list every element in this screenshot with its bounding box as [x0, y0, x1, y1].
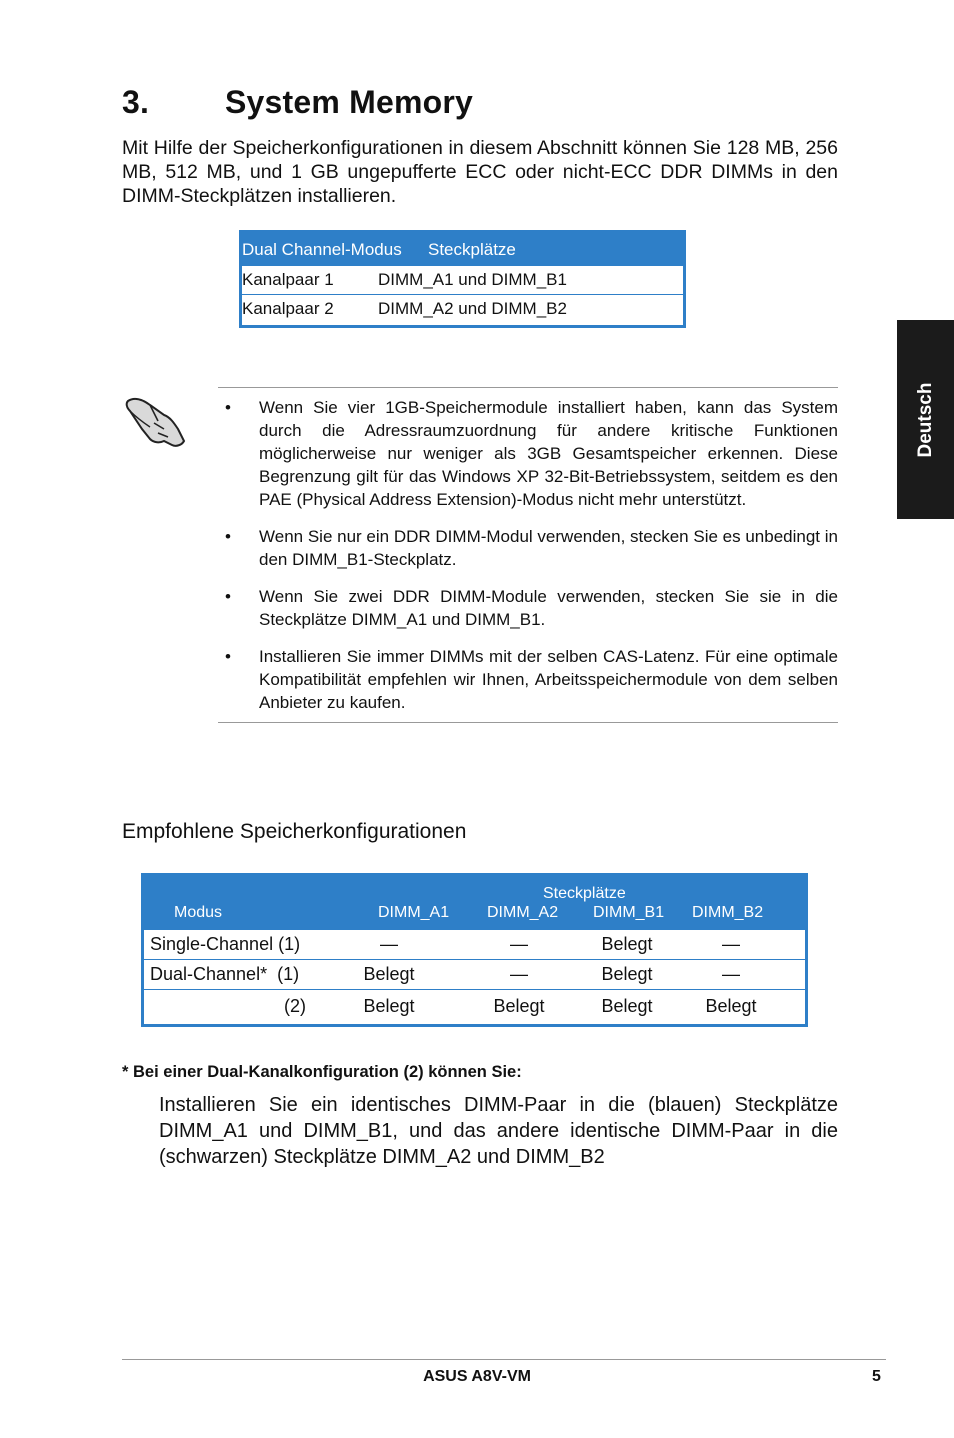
list-item	[222, 645, 838, 714]
recommended-table-header	[141, 873, 808, 930]
intro-paragraph: Mit Hilfe der Speicherkonfigurationen in diesem Abschnitt können Sie 128 MB, 256 MB, 512 MB, und 1 GB ungepufferte ECC oder nicht-ECC DDR DIMMs in den DIMM-Steckplätzen installieren.	[122, 137, 838, 207]
dimm-a2-cell: —	[510, 964, 528, 984]
bullet-icon: •	[225, 587, 231, 606]
note-list	[222, 396, 838, 728]
pointing-hand-icon	[124, 393, 188, 453]
dimm-b1-cell: Belegt	[601, 996, 653, 1016]
table-row	[242, 266, 683, 295]
dimm-a2-cell: —	[510, 934, 528, 954]
mode-cell: Dual-Channel* (1)	[150, 964, 300, 984]
bullet-icon: •	[225, 647, 231, 666]
footnote-title: * Bei einer Dual-Kanalkonfiguration (2) können Sie:	[122, 1063, 522, 1081]
note-bottom-divider	[218, 722, 838, 723]
channel-table-header-mode: Dual Channel-Modus	[242, 240, 402, 259]
dimm-b2-cell: Belegt	[705, 996, 757, 1016]
header-mode: Modus	[174, 904, 223, 921]
header-dimm-a2: DIMM_A2	[487, 904, 559, 921]
note-text: Wenn Sie vier 1GB-Speichermodule installiert haben, kann das System durch die Adressraumzuordnung für andere kritische Funktionen möglicherweise nur weniger als 3GB Gesamtspeicher erkennen. Diese Begrenzung gilt für das Windows XP 32-Bit-Betriebssystem, seitdem es den PAE (Physical Address Extension)-Modus nicht mehr unterstützt.	[259, 398, 838, 509]
note-text: Installieren Sie immer DIMMs mit der selben CAS-Latenz. Für eine optimale Kompatibilität empfehlen wir Ihnen, Arbeitsspeichermodule von dem selben Anbieter zu kaufen.	[259, 647, 838, 712]
channel-pair-slots: DIMM_A1 und DIMM_B1	[378, 270, 567, 289]
language-side-tab	[897, 320, 954, 519]
recommended-table	[141, 873, 808, 1027]
dimm-a2-cell: Belegt	[493, 996, 545, 1016]
dimm-b1-cell: Belegt	[601, 964, 653, 984]
dimm-a1-cell: Belegt	[363, 964, 415, 984]
channel-table-header	[242, 233, 683, 265]
table-row	[144, 990, 805, 1024]
table-row	[144, 930, 805, 960]
channel-table-body	[242, 266, 683, 325]
group-header-slots: Steckplätze	[543, 885, 626, 902]
note-top-divider	[218, 387, 838, 388]
table-row	[144, 960, 805, 990]
recommended-table-body	[144, 930, 805, 1024]
bullet-icon: •	[225, 398, 231, 417]
list-item	[222, 585, 838, 631]
section-title-text: System Memory	[225, 84, 474, 120]
mode-cell: (2)	[284, 996, 306, 1016]
dimm-b2-cell: —	[722, 934, 740, 954]
mode-cell: Single-Channel (1)	[150, 934, 301, 954]
header-dimm-b2: DIMM_B2	[692, 904, 764, 921]
language-side-tab-label: Deutsch	[914, 382, 936, 457]
dimm-b1-cell: Belegt	[601, 934, 653, 954]
channel-table-header-slots: Steckplätze	[428, 240, 516, 259]
channel-table	[239, 230, 686, 328]
bullet-icon: •	[225, 527, 231, 546]
channel-pair-slots: DIMM_A2 und DIMM_B2	[378, 299, 567, 318]
channel-pair-label: Kanalpaar 2	[242, 299, 334, 318]
header-dimm-a1: DIMM_A1	[378, 904, 450, 921]
note-text: Wenn Sie zwei DDR DIMM-Module verwenden, stecken Sie sie in die Steckplätze DIMM_A1 und DIMM_B1.	[259, 587, 838, 629]
footer-product-title: ASUS A8V-VM	[423, 1368, 531, 1385]
dimm-b2-cell: —	[722, 964, 740, 984]
footer-divider	[122, 1359, 886, 1360]
channel-pair-label: Kanalpaar 1	[242, 270, 334, 289]
list-item	[222, 396, 838, 511]
page-number: 5	[872, 1368, 881, 1385]
table-row	[242, 295, 683, 323]
dimm-a1-cell: Belegt	[363, 996, 415, 1016]
section-title	[122, 84, 473, 121]
section-number: 3.	[122, 84, 150, 120]
footnote-body: Installieren Sie ein identisches DIMM-Paar in die (blauen) Steckplätze DIMM_A1 und DIMM_B1, und das andere identische DIMM-Paar in die (schwarzen) Steckplätze DIMM_A2 und DIMM_B2	[159, 1094, 838, 1168]
dimm-a1-cell: —	[380, 934, 398, 954]
header-dimm-b1: DIMM_B1	[593, 904, 665, 921]
list-item	[222, 525, 838, 571]
recommended-heading: Empfohlene Speicherkonfigurationen	[122, 820, 467, 843]
note-text: Wenn Sie nur ein DDR DIMM-Modul verwenden, stecken Sie es unbedingt in den DIMM_B1-Steckplatz.	[259, 527, 838, 569]
